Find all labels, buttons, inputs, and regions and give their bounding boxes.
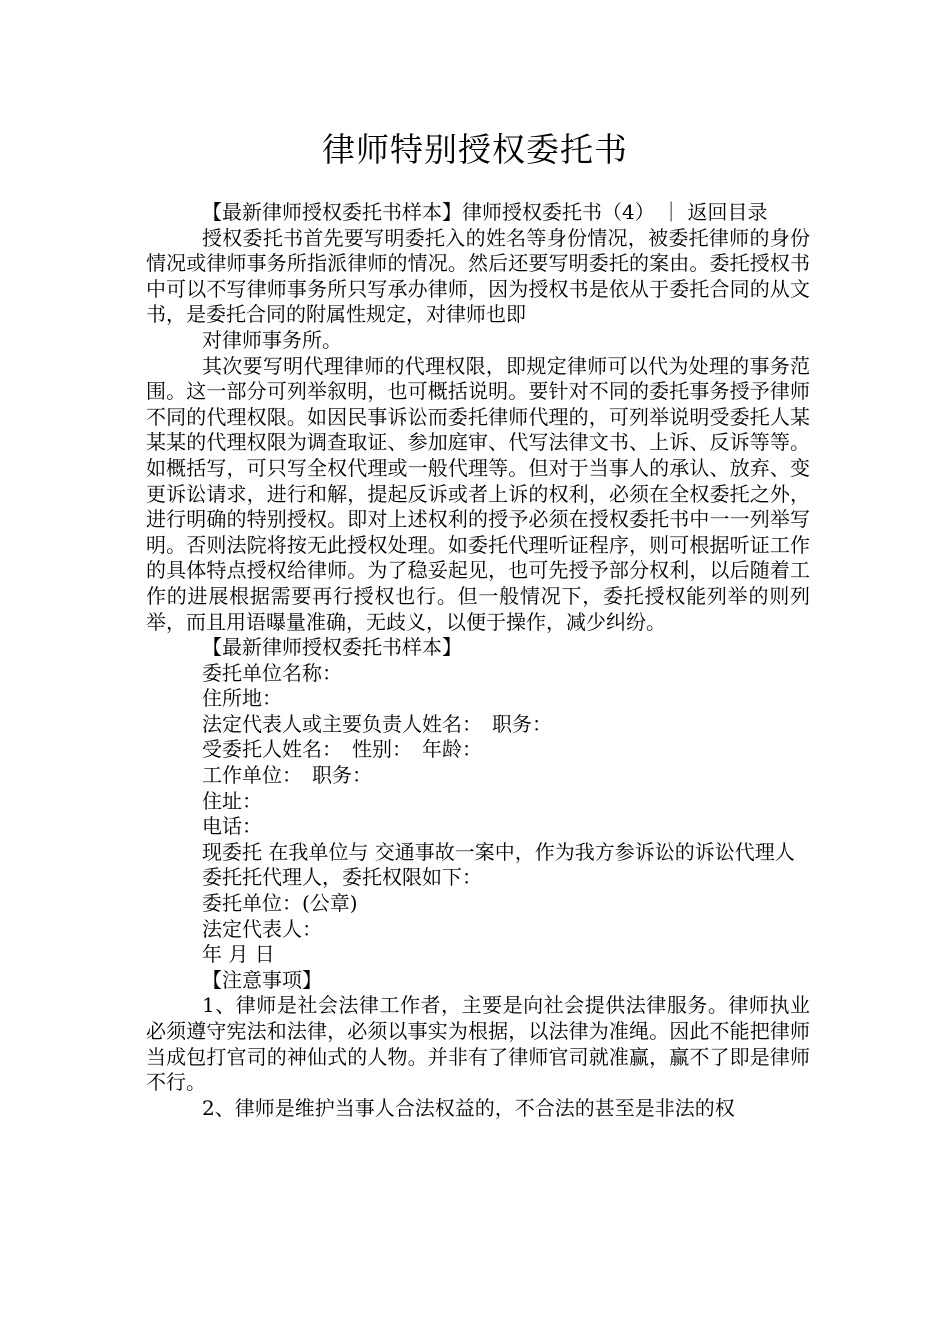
field-address: 住所地：	[202, 686, 282, 711]
section-heading-sample: 【最新律师授权委托书样本】	[202, 635, 462, 660]
field-residence: 住址：	[202, 788, 262, 813]
field-entrusted-person: 受委托人姓名： 性别： 年龄：	[202, 737, 482, 762]
field-work-unit: 工作单位： 职务：	[202, 763, 372, 788]
field-date: 年 月 日	[202, 942, 275, 967]
section-heading-notes: 【注意事项】	[202, 967, 322, 992]
note-item-2: 2、律师是维护当事人合法权益的，不合法的甚至是非法的权	[202, 1095, 735, 1120]
document-body	[146, 200, 810, 1121]
paragraph-authority-list: 委托托代理人，委托权限如下：	[202, 865, 482, 890]
field-legal-representative: 法定代表人或主要负责人姓名： 职务：	[202, 711, 552, 736]
paragraph-identity-continued: 对律师事务所。	[202, 327, 342, 352]
paragraph-entrustment-statement: 现委托 在我单位与 交通事故一案中，作为我方参诉讼的诉讼代理人	[202, 839, 795, 864]
field-legal-representative-sign: 法定代表人：	[202, 916, 322, 941]
field-phone: 电话：	[202, 814, 262, 839]
field-entrusting-unit-name: 委托单位名称：	[202, 660, 342, 685]
paragraph-authority-scope: 其次要写明代理律师的代理权限，即规定律师可以代为处理的事务范围。这一部分可列举叙明，也可概括说明。要针对不同的委托事务授予律师不同的代理权限。如因民事诉讼而委托律师代理的，可列举说明受委托人某某某的代理权限为调查取证、参加庭审、代写法律文书、上诉、反诉等等。如概括写，可只写全权代理或一般代理等。但对于当事人的承认、放弃、变更诉讼请求，进行和解，提起反诉或者上诉的权利，必须在全权委托之外，进行明确的特别授权。即对上述权利的授予必须在授权委托书中一一列举写明。否则法院将按无此授权处理。如委托代理听证程序，则可根据听证工作的具体特点授权给律师。为了稳妥起见，也可先授予部分权利，以后随着工作的进展根据需要再行授权也行。但一般情况下，委托授权能列举的则列举，而且用语曝量准确，无歧义，以便于操作，减少纠纷。	[146, 353, 810, 634]
intro-link-paragraph: 【最新律师授权委托书样本】律师授权委托书（4） ｜ 返回目录	[202, 200, 768, 224]
note-item-1: 1、律师是社会法律工作者，主要是向社会提供法律服务。律师执业必须遵守宪法和法律，必须以事实为根据，以法律为准绳。因此不能把律师当成包打官司的神仙式的人物。并非有了律师官司就准赢，赢不了即是律师不行。	[146, 993, 810, 1095]
document-title: 律师特别授权委托书	[322, 130, 628, 169]
paragraph-identity: 授权委托书首先要写明委托入的姓名等身份情况，被委托律师的身份情况或律师事务所指派律师的情况。然后还要写明委托的案由。委托授权书中可以不写律师事务所只写承办律师，因为授权书是依从于委托合同的从文书，是委托合同的附属性规定，对律师也即	[146, 225, 810, 327]
field-entrusting-unit-seal: 委托单位：(公章)	[202, 891, 358, 916]
